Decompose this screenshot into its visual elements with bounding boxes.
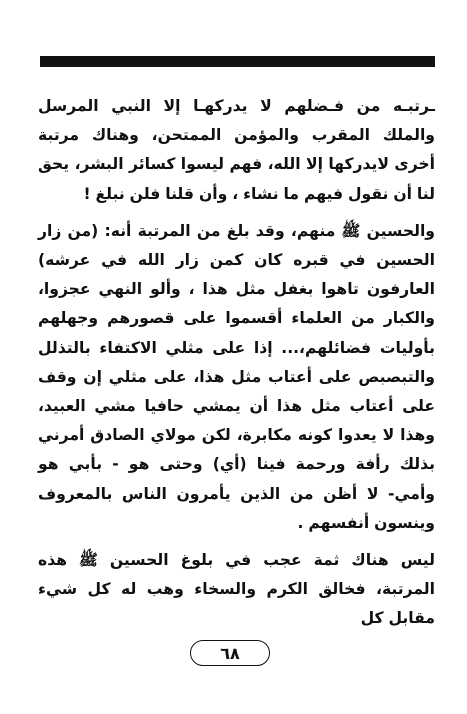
page-number-label: ٦٨ [220, 643, 240, 663]
paragraph-3: ليس هناك ثمة عجب في بلوغ الحسين ﷺ هذه المرتبة، فخالق الكرم والسخاء وهب له كل شيء مقابل كل [38, 551, 435, 628]
paragraph-1: ـرتبـه من فـضلهم لا يدركهـا إلا النبي المرسل والملك المقرب والمؤمن الممتحن، وهناك مرتبة أخرى لايدركها إلا الله، فهم ليسوا كسائر البشر، يحق لنا أن نقول فيهم ما نشاء ، وأن قلنا فلن نبلغ ! [38, 97, 435, 203]
paragraph-gap [38, 538, 435, 546]
page-body [38, 92, 435, 634]
top-rule [40, 56, 435, 67]
page-number [190, 640, 270, 666]
paragraph-gap [38, 209, 435, 217]
paragraph-2: والحسين ﷺ منهم، وقد بلغ من المرتبة أنه: (من زار الحسين في قبره كان كمن زار الله في عرشه) العارفون تاهوا بغفل مثل هذا ، وألو النهي عجزوا، والكبار من العلماء أقسموا على قصورهم وجهلهم بأوليات فضائلهم،... إذا على مثلي الاكتفاء بالتذلل والتبصبص على أعتاب مثل هذا، على مثلي إن وقف على أعتاب مثل هذا أن يمشي حافيا مشي العبيد، وهذا لا يعدوا كونه مكابرة، لكن مولاي الصادق أمرني بذلك رأفة ورحمة فينا (أي) وحتى هو - بأبي هو وأمي- لا أظن من الذين يأمرون الناس بالمعروف وينسون أنفسهم . [38, 221, 435, 532]
